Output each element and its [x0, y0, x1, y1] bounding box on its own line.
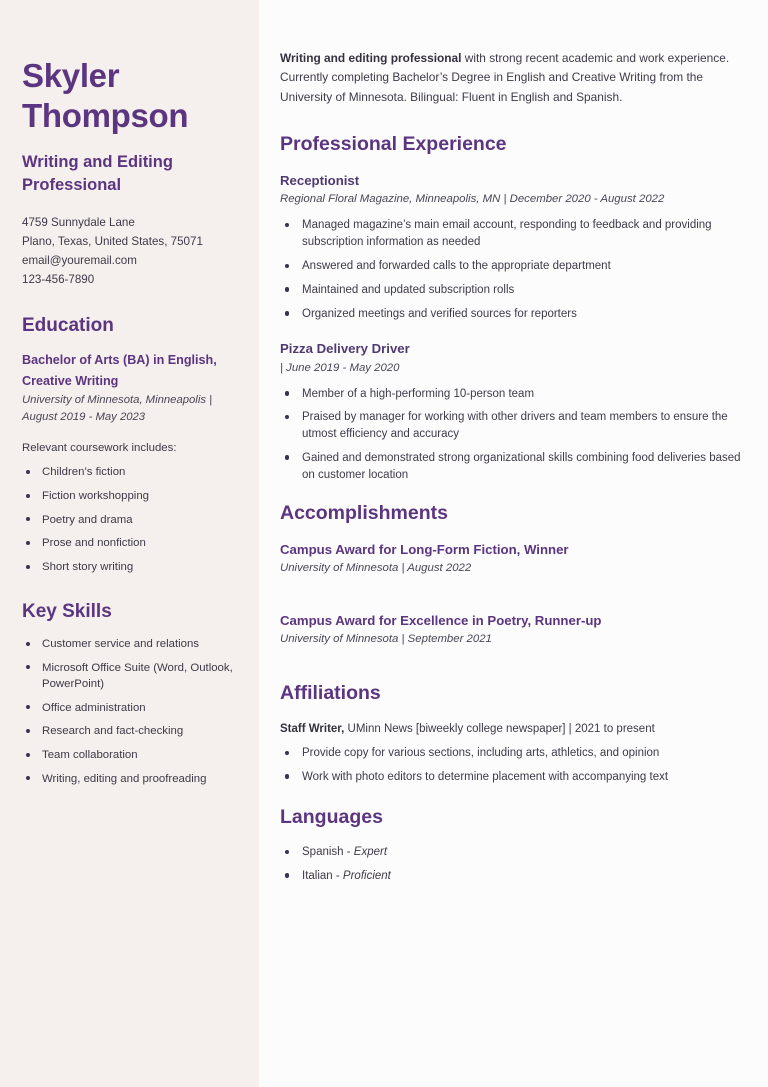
- list-item: Provide copy for various sections, including arts, athletics, and opinion: [280, 745, 746, 762]
- accomplishments-heading: Accomplishments: [280, 501, 448, 524]
- summary-body: with strong recent academic and work experience. Currently completing Bachelor’s Degree in English and Creative Writing from the University of Minnesota. Bilingual: Fluent in English and Spanish.: [280, 51, 730, 104]
- list-item: Children’s fiction: [22, 464, 239, 480]
- experience-entry: [280, 339, 746, 483]
- summary-lead: Writing and editing professional: [280, 51, 462, 65]
- education-heading: Education: [22, 315, 114, 337]
- list-item: Short story writing: [22, 559, 239, 575]
- list-item: Team collaboration: [22, 747, 239, 763]
- list-item: Praised by manager for working with other drivers and team members to ensure the utmost efficiency and accuracy: [280, 409, 746, 443]
- list-item: Member of a high-performing 10-person team: [280, 386, 746, 403]
- list-item: Customer service and relations: [22, 636, 239, 652]
- list-item: Managed magazine’s main email account, responding to feedback and providing subscription information as needed: [280, 217, 746, 251]
- experience-job-meta: | June 2019 - May 2020: [280, 361, 400, 374]
- list-item: Maintained and updated subscription rolls: [280, 282, 746, 299]
- contact-street: 4759 Sunnydale Lane: [22, 216, 135, 230]
- list-item: Answered and forwarded calls to the appropriate department: [280, 258, 746, 275]
- section-professional-experience: [280, 133, 746, 484]
- list-item: Gained and demonstrated strong organizational skills combining food deliveries based on customer location: [280, 450, 746, 484]
- contact-email[interactable]: email@youremail.com: [22, 254, 137, 268]
- list-item: Fiction workshopping: [22, 488, 239, 504]
- coursework-list: [22, 464, 239, 575]
- main-column: [259, 0, 768, 1087]
- languages-list: [280, 844, 746, 885]
- name-last-line: Thompson: [22, 97, 189, 135]
- accomplishment-meta: University of Minnesota | September 2021: [280, 633, 492, 646]
- affiliation-role-line: [280, 721, 746, 738]
- section-education: [22, 315, 239, 575]
- experience-bullet-list: [280, 386, 746, 484]
- sidebar: [0, 0, 259, 1087]
- accomplishment-item: [280, 540, 746, 577]
- experience-entry: [280, 171, 746, 322]
- experience-job-title: Pizza Delivery Driver: [280, 341, 410, 357]
- contact-block: [22, 213, 239, 289]
- experience-job-meta: Regional Floral Magazine, Minneapolis, MN | December 2020 - August 2022: [280, 193, 665, 206]
- education-degree: Bachelor of Arts (BA) in English, Creative Writing: [22, 353, 217, 388]
- name-first-line: Skyler: [22, 57, 120, 94]
- affiliations-heading: Affiliations: [280, 682, 381, 705]
- list-item: Work with photo editors to determine placement with accompanying text: [280, 769, 746, 786]
- affiliation-role: Staff Writer,: [280, 722, 345, 735]
- list-item: Poetry and drama: [22, 512, 239, 528]
- list-item: Writing, editing and proofreading: [22, 771, 239, 787]
- key-skills-heading: Key Skills: [22, 601, 112, 623]
- section-accomplishments: [280, 502, 746, 649]
- language-level: Expert: [353, 846, 388, 859]
- language-level: Proficient: [342, 869, 391, 882]
- section-languages: [280, 806, 746, 885]
- section-key-skills: [22, 601, 239, 787]
- coursework-label: Relevant coursework includes:: [22, 442, 177, 455]
- section-affiliations: [280, 682, 746, 785]
- list-item: Microsoft Office Suite (Word, Outlook, PowerPoint): [22, 660, 239, 692]
- list-item: Office administration: [22, 700, 239, 716]
- candidate-name: [22, 56, 239, 137]
- list-item: [280, 844, 746, 861]
- language-name: Spanish -: [302, 846, 354, 859]
- list-item: Organized meetings and verified sources for reporters: [280, 306, 746, 323]
- list-item: Prose and nonfiction: [22, 535, 239, 551]
- affiliations-bullet-list: [280, 745, 746, 786]
- accomplishment-meta: University of Minnesota | August 2022: [280, 562, 472, 575]
- list-item: [280, 868, 746, 885]
- candidate-headline: Writing and Editing Professional: [22, 152, 173, 194]
- accomplishment-item: [280, 611, 746, 648]
- education-meta: University of Minnesota, Minneapolis | August 2019 - May 2023: [22, 393, 213, 424]
- experience-bullet-list: [280, 217, 746, 322]
- language-name: Italian -: [302, 869, 343, 882]
- professional-experience-heading: Professional Experience: [280, 132, 507, 155]
- contact-phone[interactable]: 123-456-7890: [22, 273, 95, 287]
- contact-city-state-zip: Plano, Texas, United States, 75071: [22, 235, 203, 249]
- accomplishment-title: Campus Award for Long-Form Fiction, Winner: [280, 541, 569, 557]
- professional-summary: [280, 49, 746, 107]
- key-skills-list: [22, 636, 239, 787]
- accomplishment-title: Campus Award for Excellence in Poetry, Runner-up: [280, 613, 602, 629]
- affiliation-org: UMinn News [biweekly college newspaper] | 2021 to present: [344, 722, 655, 735]
- list-item: Research and fact-checking: [22, 723, 239, 739]
- languages-heading: Languages: [280, 805, 383, 828]
- experience-job-title: Receptionist: [280, 173, 360, 189]
